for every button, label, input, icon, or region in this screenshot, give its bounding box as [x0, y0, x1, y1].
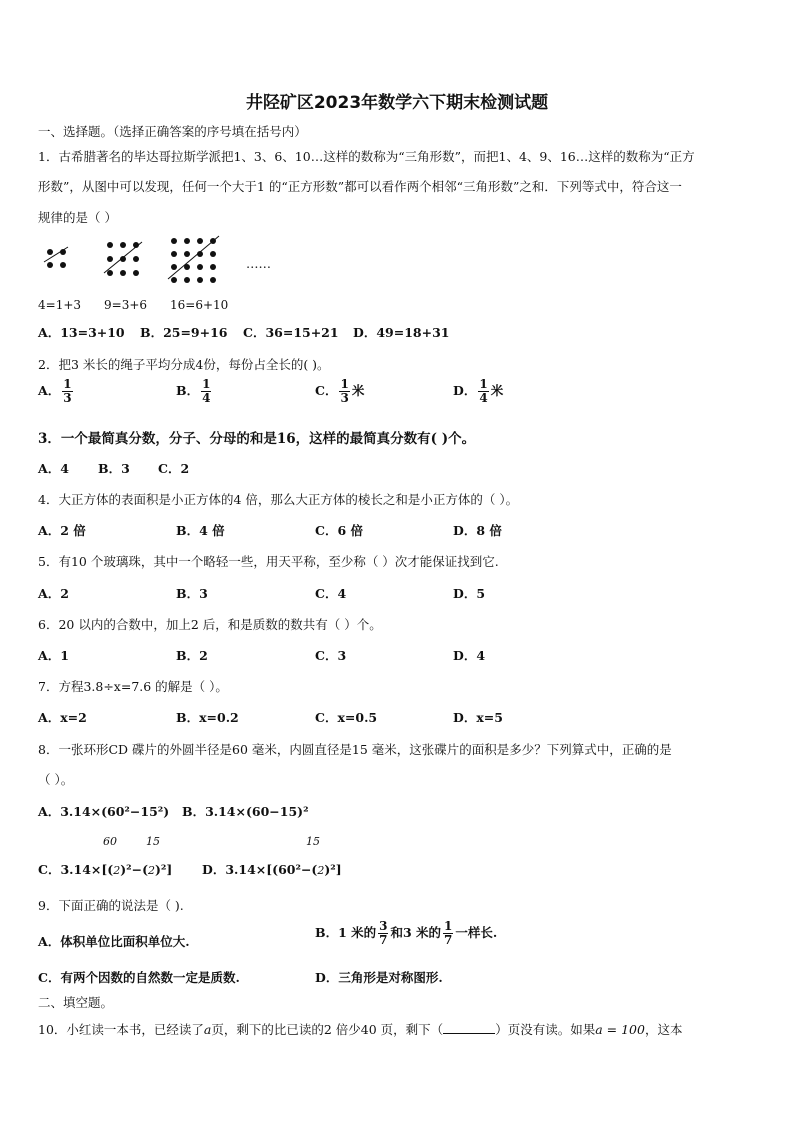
dot-figure-4: [44, 247, 68, 268]
q8-option-c: C．3.14×[(2)²−(2)²]: [38, 862, 173, 877]
q1-line1: 1．古希腊著名的毕达哥拉斯学派把1、3、6、10…这样的数称为“三角形数”，而把1、4、9、16…这样的数称为“正方: [38, 149, 695, 164]
q6-stem: 6．20 以内的合数中，加上2 后，和是质数的数共有（ ）个。: [38, 617, 382, 632]
q9-option-b: B．1 米的 $\frac{3}{7}$ 和3 米的 $\frac{1}{7}$ 一样长.: [315, 919, 498, 948]
q6-option-b: B．2: [176, 648, 208, 663]
q1-line3: 规律的是（ ）: [38, 210, 117, 225]
q3-stem: 3．一个最简真分数，分子、分母的和是16，这样的最简真分数有( )个。: [38, 431, 476, 447]
q7-stem: 7．方程3.8÷x=7.6 的解是（ ）。: [38, 679, 228, 694]
page-title: 井陉矿区2023年数学六下期末检测试题: [245, 93, 549, 113]
section-heading-choice: 一、选择题。（选择正确答案的序号填在括号内）: [38, 124, 307, 139]
q2-option-d: D． $\frac{1}{4}$ 米: [453, 377, 504, 406]
q8-option-b: B．3.14×(60−15)²: [182, 804, 309, 819]
q7-option-a: A．x=2: [38, 710, 87, 725]
q1-option-b: B．25=9+16: [140, 325, 228, 340]
q3-option-a: A．4: [38, 461, 69, 476]
q5-option-a: A．2: [38, 586, 69, 601]
q10-blank: [443, 1023, 495, 1034]
q1-line2: 形数”，从图中可以发现，任何一个大于1 的“正方形数”都可以看作两个相邻“三角形数”之和．下列等式中，符合这一: [38, 179, 682, 194]
q8-option-d: D．3.14×[(60²−(2)²]: [202, 862, 342, 877]
q4-option-c: C．6 倍: [315, 523, 363, 538]
q1-caption-2: 9=3+6: [104, 298, 148, 312]
q6-option-c: C．3: [315, 648, 347, 663]
dot-figure-9: [104, 242, 142, 276]
dot-figure-16: [168, 236, 219, 283]
q1-option-d: D．49=18+31: [353, 325, 450, 340]
q5-option-b: B．3: [176, 586, 208, 601]
q1-option-c: C．36=15+21: [243, 325, 339, 340]
q7-option-b: B．x=0.2: [176, 710, 239, 725]
q2-stem: 2．把3 米长的绳子平均分成4份，每份占全长的( )。: [38, 357, 330, 372]
q5-option-c: C．4: [315, 586, 347, 601]
q5-stem: 5．有10 个玻璃珠，其中一个略轻一些，用天平称，至少称（ ）次才能保证找到它.: [38, 554, 499, 569]
q8-d-numerator-15: 15: [306, 835, 320, 848]
q8-line1: 8．一张环形CD 碟片的外圆半径是60 毫米，内圆直径是15 毫米，这张碟片的面积是多少？下列算式中，正确的是: [38, 742, 672, 757]
q10-line1: 10．小红读一本书，已经读了a页，剩下的比已读的2 倍少40 页，剩下（ ）页没有读。如果a = 100，这本: [38, 1022, 683, 1037]
q2-option-c: C． $\frac{1}{3}$ 米: [315, 377, 365, 406]
q7-option-c: C．x=0.5: [315, 710, 378, 725]
q3-option-b: B．3: [98, 461, 130, 476]
q1-caption-3: 16=6+10: [170, 298, 229, 312]
section-heading-fill: 二、填空题。: [38, 995, 114, 1010]
q2-option-b: B． $\frac{1}{4}$: [176, 377, 211, 406]
q7-option-d: D．x=5: [453, 710, 503, 725]
q3-option-c: C．2: [158, 461, 190, 476]
q9-option-c: C．有两个因数的自然数一定是质数.: [38, 970, 240, 985]
q4-stem: 4．大正方体的表面积是小正方体的4 倍，那么大正方体的棱长之和是小正方体的（ ）。: [38, 492, 519, 507]
q8-c-numerator-15: 15: [146, 835, 160, 848]
q4-option-b: B．4 倍: [176, 523, 225, 538]
q2-option-a: A． $\frac{1}{3}$: [38, 377, 72, 406]
q8-line2: （ ）。: [38, 772, 74, 787]
q4-option-a: A．2 倍: [38, 523, 86, 538]
q4-option-d: D．8 倍: [453, 523, 502, 538]
q9-option-d: D．三角形是对称图形.: [315, 970, 443, 985]
q1-ellipsis: ……: [246, 256, 271, 271]
q9-option-a: A．体积单位比面积单位大.: [38, 934, 190, 949]
q6-option-d: D．4: [453, 648, 486, 663]
q8-c-numerator-60: 60: [103, 835, 117, 848]
q5-option-d: D．5: [453, 586, 486, 601]
q6-option-a: A．1: [38, 648, 69, 663]
q1-option-a: A．13=3+10: [38, 325, 125, 340]
q9-stem: 9．下面正确的说法是（ ).: [38, 898, 184, 913]
square-numbers-figure: [38, 232, 278, 284]
q8-option-a: A．3.14×(60²−15²): [38, 804, 170, 819]
q1-caption-1: 4=1+3: [38, 298, 82, 312]
